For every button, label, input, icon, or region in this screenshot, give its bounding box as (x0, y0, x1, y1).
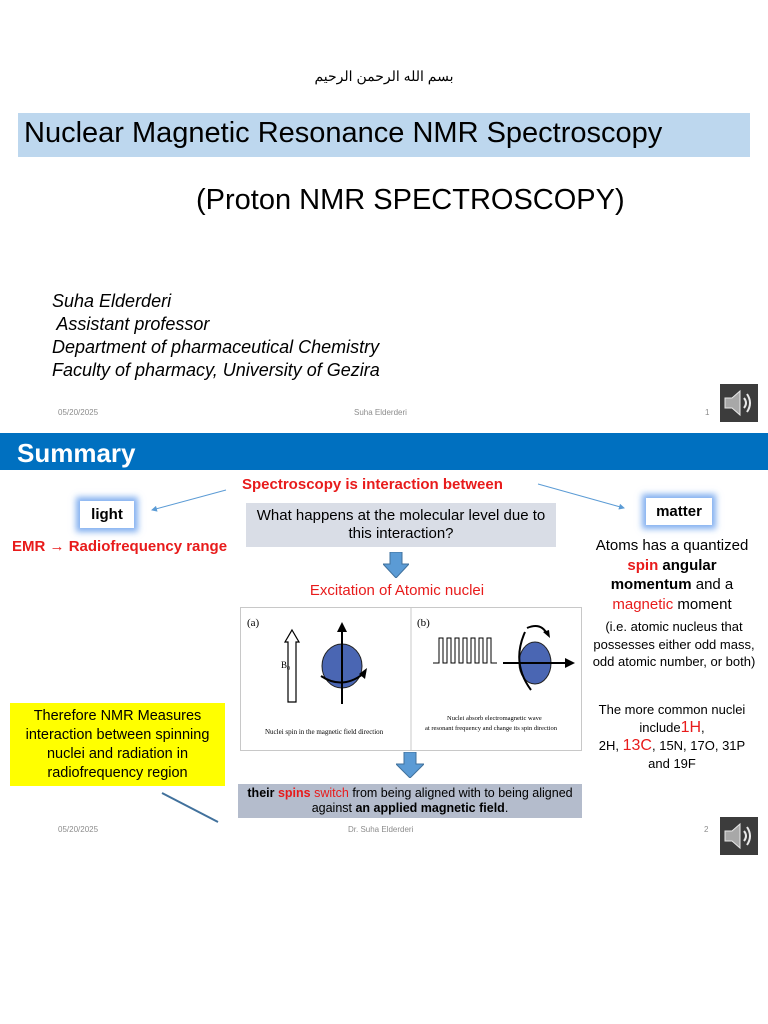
their-word: their (247, 786, 275, 800)
excitation-text: Excitation of Atomic nuclei (309, 582, 485, 599)
nmr-measures-text: Therefore NMR Measures interaction between spinning nuclei and radiation in radiofrequency region (25, 707, 210, 781)
caption-a: Nuclei spin in the magnetic field direction (265, 728, 384, 736)
slide-subtitle: (Proton NMR SPECTROSCOPY) (196, 184, 625, 216)
common-intro: The more common nuclei include (598, 702, 746, 735)
author-name: Suha Elderderi (52, 291, 172, 311)
common-nuclei-text (592, 701, 752, 773)
emr-range-text (12, 538, 227, 555)
comma: , (701, 720, 705, 735)
atomic-nucleus-note: (i.e. atomic nucleus that possesses either odd mass, odd atomic number, or both) (592, 619, 756, 669)
footer-page-number: 1 (705, 408, 710, 417)
footer-date: 05/20/2025 (58, 825, 99, 834)
nmr-measures-box (10, 703, 225, 786)
panel-a-label: (a) (247, 617, 260, 629)
angular-momentum: angular momentum (610, 556, 717, 593)
and-a: and a (695, 576, 734, 593)
nucleus-13c: 13C (622, 737, 652, 754)
nuclei-spin-figure (240, 607, 582, 751)
period: . (504, 801, 509, 815)
author-department: Department of pharmaceutical Chemistry (52, 337, 380, 357)
footer-page-number: 2 (704, 825, 709, 834)
spins-word: spins (277, 786, 311, 800)
switch-word: switch (314, 786, 349, 800)
basmala-text: بسم الله الرحمن الرحيم (314, 68, 454, 84)
atoms-description (592, 536, 752, 614)
spins-switch-box (238, 784, 582, 818)
panel-b-label: (b) (417, 617, 430, 629)
question-text: What happens at the molecular level due to this interaction? (256, 507, 546, 542)
other-nuclei: , 15N, 17O, 31P and 19F (648, 738, 746, 771)
caption-b-line2: at resonant frequency and change its spin direction (425, 725, 557, 732)
matter-box: matter (646, 498, 712, 525)
down-arrow-icon (383, 552, 409, 578)
speaker-icon[interactable] (720, 817, 758, 855)
atoms-intro: Atoms has a quantized (595, 537, 749, 554)
emr-range: Radiofrequency range (68, 538, 228, 555)
footer-author: Dr. Suha Elderderi (348, 825, 414, 834)
emr-arrow: → (49, 538, 65, 555)
nucleus-2h: 2H, (598, 738, 623, 753)
down-arrow-icon (396, 752, 424, 778)
aligned-text: from being aligned with to being aligned against (311, 786, 573, 815)
nucleus-1h: 1H (680, 719, 702, 736)
spins-switch-text (238, 786, 582, 816)
emr-label: EMR (12, 538, 46, 555)
author-faculty: Faculty of pharmacy, University of Gezira (52, 360, 380, 380)
b0-label: $B_0$ (281, 660, 291, 672)
spectroscopy-intro: Spectroscopy is interaction between (242, 476, 503, 493)
light-box: light (80, 501, 134, 528)
spin-word: spin (627, 556, 659, 574)
slide-title: Nuclear Magnetic Resonance NMR Spectroscopy (24, 117, 663, 149)
applied-field-text: an applied magnetic field (355, 801, 505, 815)
moment-word: moment (677, 595, 732, 613)
question-box (246, 503, 556, 547)
footer-date: 05/20/2025 (58, 408, 99, 417)
nuclei-spin-diagram (241, 608, 581, 750)
footer-author: Suha Elderderi (354, 408, 407, 417)
magnetic-word: magnetic (612, 595, 674, 613)
author-position: Assistant professor (52, 314, 210, 334)
caption-b-line1: Nuclei absorb electromagnetic wave (447, 715, 542, 722)
summary-title: Summary (17, 438, 136, 468)
